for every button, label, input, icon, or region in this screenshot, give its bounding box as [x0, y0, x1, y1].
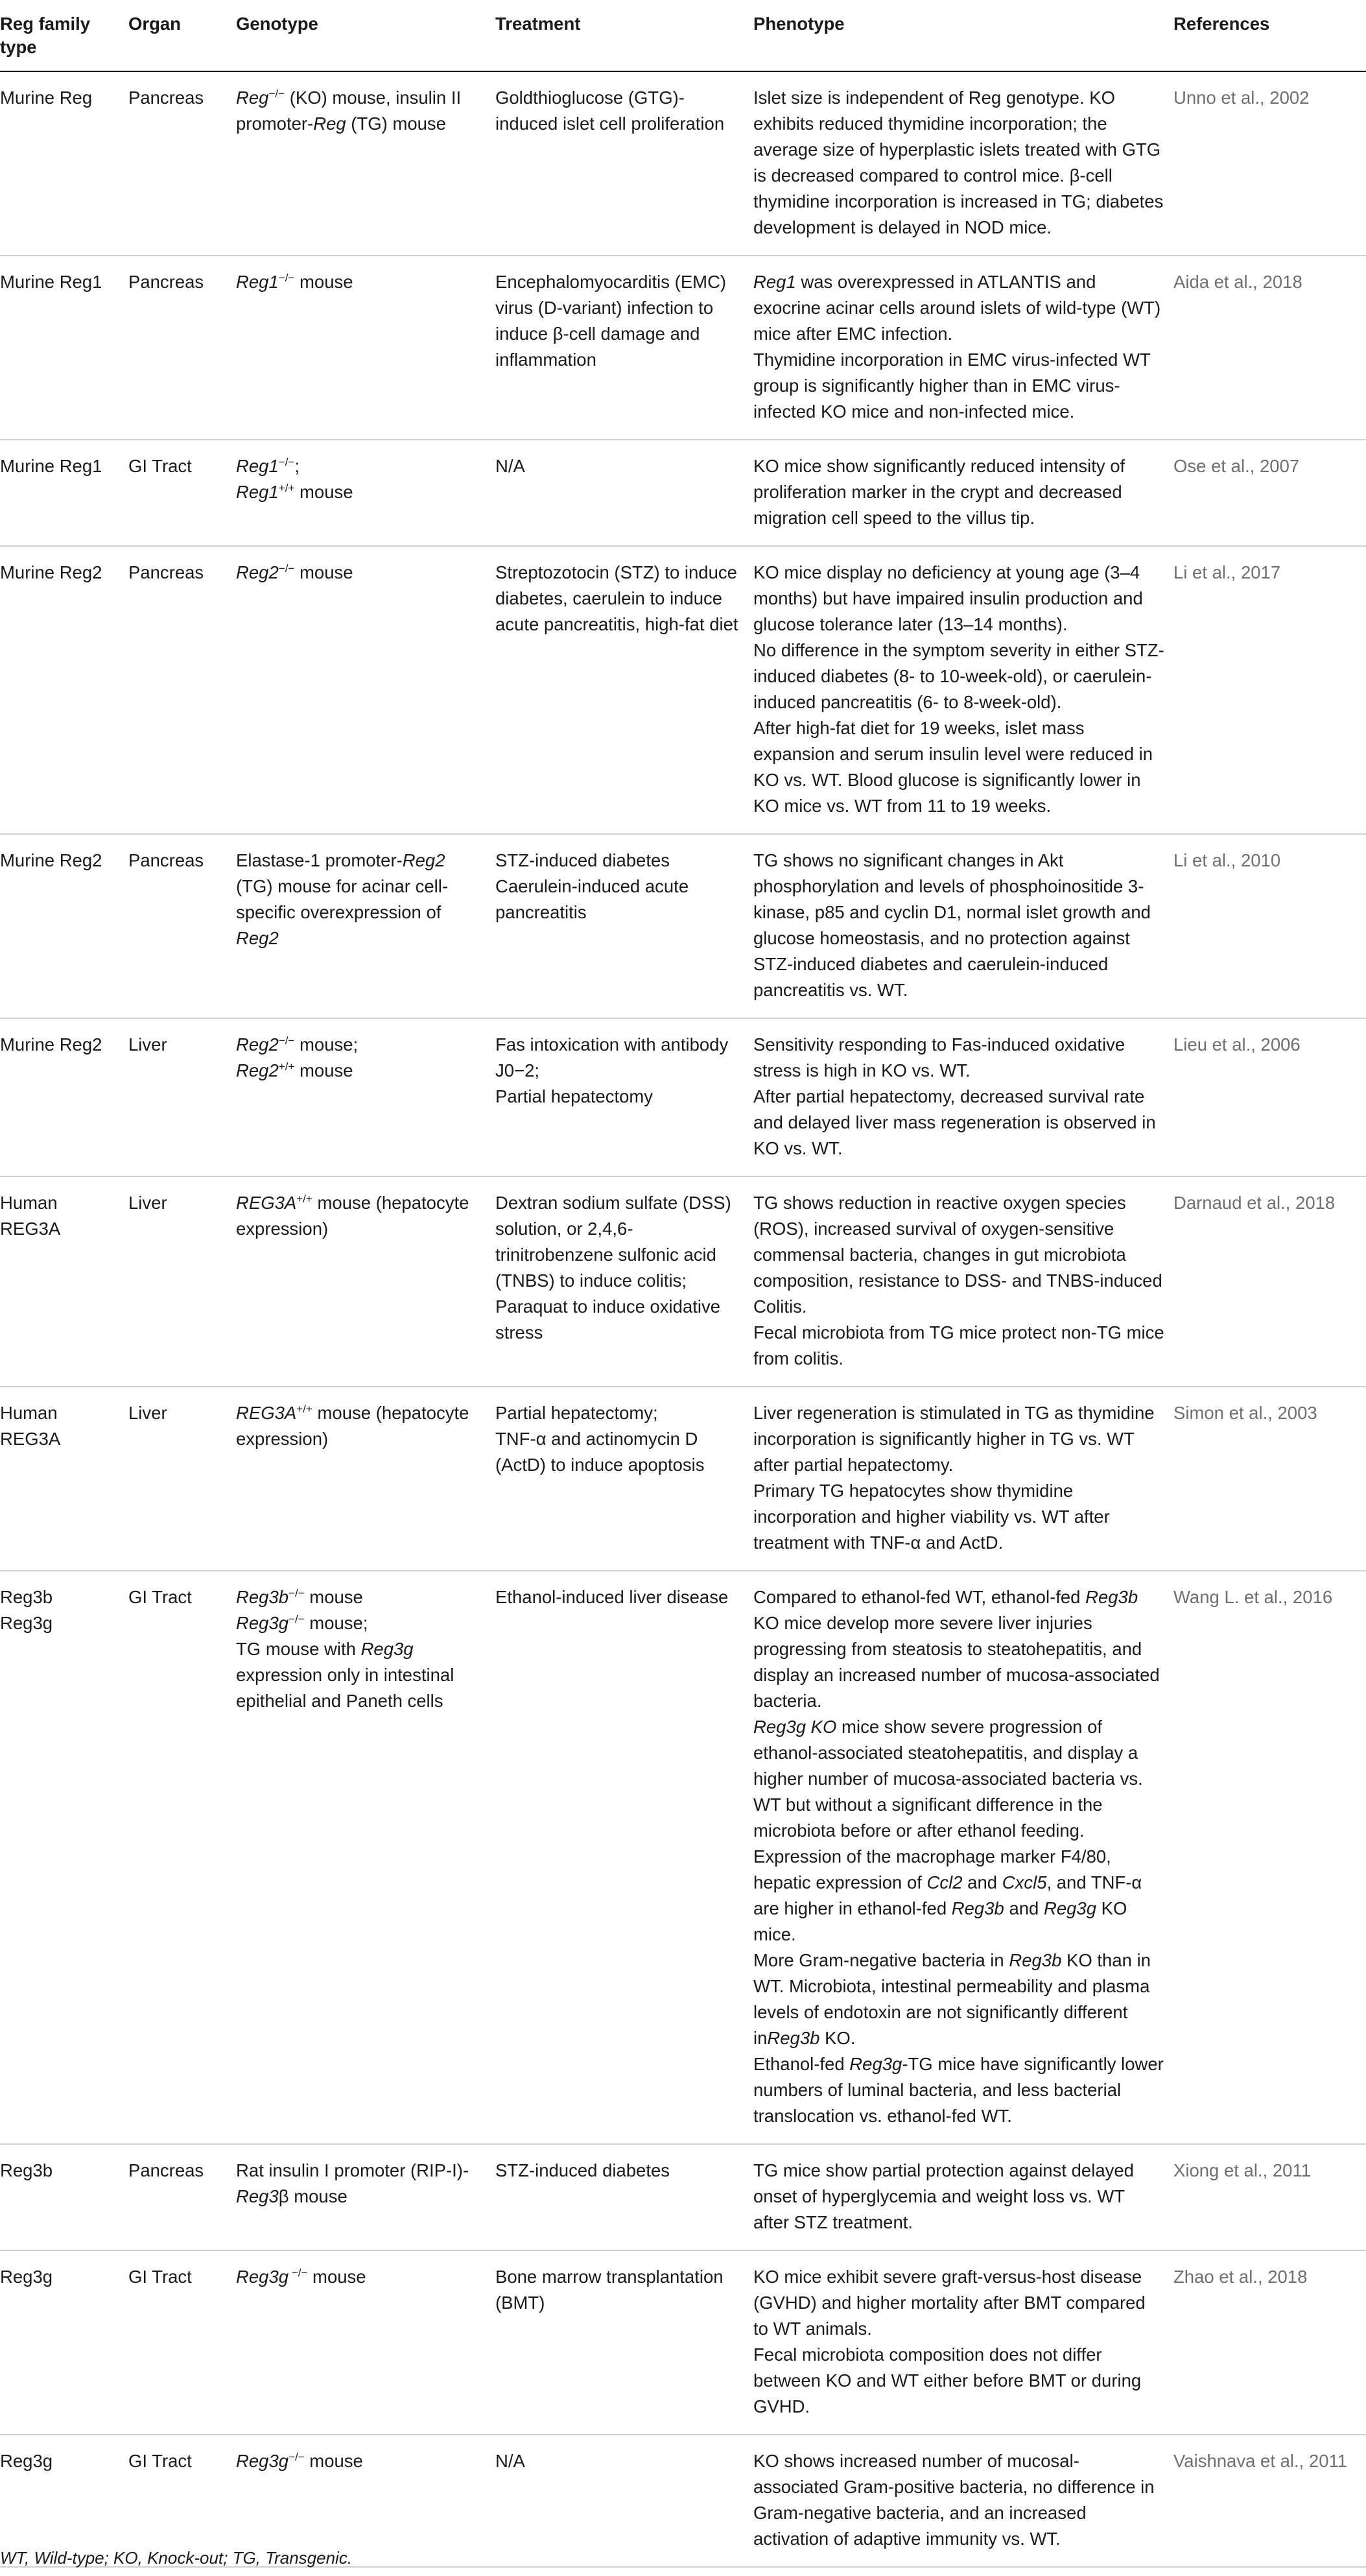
cell-organ: Pancreas [128, 256, 236, 440]
cell-phenotype [753, 546, 1173, 834]
superscript-text: −/− [289, 2450, 305, 2463]
text-run: Partial hepatectomy; [495, 1403, 658, 1423]
reg-type-label: Murine Reg2 [0, 1034, 102, 1055]
cell-reg-family-type [0, 2144, 128, 2250]
superscript-text: −/− [268, 87, 285, 100]
cell-phenotype [753, 256, 1173, 440]
cell-line [495, 2448, 744, 2474]
table-row [0, 546, 1366, 834]
text-run: Fas intoxication with antibody J0−2; [495, 1034, 729, 1080]
text-run: Islet size is independent of Reg genotype. KO exhibits reduced thymidine incorporation; the average size of hyperplastic islets treated with GTG is decreased compared to control mice. β-cell thymidine incorporation is increased in TG; diabetes development is delayed in NOD mice. [753, 88, 1164, 237]
text-run: was overexpressed in ATLANTIS and exocrine acinar cells around islets of wild-type (WT) mice after EMC infection. [753, 272, 1161, 344]
text-run: mice show severe progression of ethanol-associated steatohepatitis, and display a higher number of mucosa-associated bacteria vs. WT but without a significant difference in the microbiota before or after ethanol feeding. [753, 1717, 1143, 1841]
cell-reference: Aida et al., 2018 [1173, 256, 1366, 440]
cell-reg-family-type [0, 2435, 128, 2567]
cell-treatment [495, 546, 753, 834]
italic-text: Reg2 [236, 1060, 279, 1080]
text-run: (TG) mouse for acinar cell-specific overexpression of [236, 876, 449, 922]
cell-reference: Xiong et al., 2011 [1173, 2144, 1366, 2250]
text-run: Dextran sodium sulfate (DSS) solution, or 2,4,6-trinitrobenzene sulfonic acid (TNBS) to induce colitis; [495, 1193, 731, 1291]
cell-organ: Pancreas [128, 71, 236, 256]
cell-line [753, 2158, 1164, 2236]
cell-line [236, 479, 486, 505]
cell-reference: Vaishnava et al., 2011 [1173, 2435, 1366, 2567]
cell-reference: Unno et al., 2002 [1173, 71, 1366, 256]
superscript-text: +/+ [278, 1060, 295, 1073]
table-row [0, 1571, 1366, 2144]
cell-organ: Pancreas [128, 2144, 236, 2250]
italic-text: Reg3g KO [753, 1717, 837, 1737]
cell-line [495, 1190, 744, 1294]
cell-phenotype [753, 1387, 1173, 1571]
text-run: mouse [304, 1587, 363, 1607]
cell-phenotype [753, 440, 1173, 546]
cell-treatment [495, 1387, 753, 1571]
cell-line [753, 1190, 1164, 1320]
cell-phenotype [753, 1176, 1173, 1387]
italic-text: Reg3b [767, 2028, 820, 2048]
text-run: N/A [495, 2451, 525, 2471]
text-run: mouse; [304, 1613, 368, 1633]
italic-text: Reg2 [236, 1034, 279, 1055]
cell-reg-family-type [0, 1176, 128, 1387]
header-references: References [1173, 0, 1366, 71]
text-run: KO mice develop more severe liver injuries progressing from steatosis to steatohepatitis, and display an increased number of mucosa-associated bacteria. [753, 1613, 1160, 1711]
table-footnote: WT, Wild-type; KO, Knock-out; TG, Transgenic. [0, 2548, 353, 2568]
text-run: , and TNF-α are higher in ethanol-fed [753, 1872, 1142, 1918]
table-row [0, 256, 1366, 440]
text-run: Sensitivity responding to Fas-induced oxidative stress is high in KO vs. WT. [753, 1034, 1125, 1080]
reg-type-label: Murine Reg1 [0, 456, 102, 476]
table-row [0, 1387, 1366, 1571]
reg-type-label: Human REG3A [0, 1403, 61, 1449]
cell-treatment [495, 2144, 753, 2250]
cell-organ: Liver [128, 1018, 236, 1176]
cell-line [753, 638, 1164, 715]
cell-line [236, 848, 486, 951]
text-run: Fecal microbiota composition does not differ between KO and WT either before BMT or during GVHD. [753, 2344, 1142, 2416]
cell-reference: Wang L. et al., 2016 [1173, 1571, 1366, 2144]
header-genotype: Genotype [236, 0, 495, 71]
cell-treatment [495, 2435, 753, 2567]
superscript-text: −/− [289, 1586, 305, 1599]
text-run: Compared to ethanol-fed WT, ethanol-fed [753, 1587, 1086, 1607]
cell-line [753, 2448, 1164, 2552]
italic-text: Reg3g [849, 2054, 902, 2074]
header-reg-family-type: Reg family type [0, 0, 128, 71]
text-run: mouse (hepatocyte expression) [236, 1193, 469, 1239]
cell-line [236, 1636, 486, 1714]
cell-line [495, 1426, 744, 1478]
text-run: mouse; [294, 1034, 359, 1055]
text-run: TG shows reduction in reactive oxygen species (ROS), increased survival of oxygen-sensitive commensal bacteria, changes in gut microbiota composition, resistance to DSS- and TNBS-induced Colitis. [753, 1193, 1162, 1317]
cell-line [753, 269, 1164, 347]
table-row [0, 834, 1366, 1018]
text-run: mouse [294, 562, 353, 582]
cell-organ: Liver [128, 1387, 236, 1571]
italic-text: Reg3b [1009, 1950, 1062, 1970]
italic-text: REG3A [236, 1403, 297, 1423]
cell-line [753, 1478, 1164, 1556]
text-run: Rat insulin I promoter (RIP-I)- [236, 2160, 469, 2180]
cell-line [236, 1190, 486, 1242]
table-row [0, 1176, 1366, 1387]
cell-line [236, 1584, 486, 1610]
cell-reg-family-type [0, 834, 128, 1018]
header-organ: Organ [128, 0, 236, 71]
table-row [0, 2435, 1366, 2567]
reg-type-label: Reg3g [0, 1613, 53, 1633]
cell-genotype [236, 834, 495, 1018]
text-run: and [1004, 1898, 1044, 1918]
superscript-text: +/+ [296, 1402, 312, 1415]
cell-reg-family-type [0, 1387, 128, 1571]
italic-text: Reg3g [1043, 1898, 1097, 1918]
text-run: More Gram-negative bacteria in [753, 1950, 1009, 1970]
italic-text: Reg [313, 113, 346, 134]
cell-treatment [495, 1176, 753, 1387]
text-run: Goldthioglucose (GTG)-induced islet cell proliferation [495, 88, 725, 134]
cell-line [236, 560, 486, 586]
text-run: N/A [495, 456, 525, 476]
cell-organ: Pancreas [128, 834, 236, 1018]
cell-reference: Zhao et al., 2018 [1173, 2250, 1366, 2435]
cell-line [495, 874, 744, 925]
text-run: ; [294, 456, 300, 476]
italic-text: Reg2 [236, 562, 279, 582]
text-run: mouse [294, 272, 353, 292]
text-run: STZ-induced diabetes [495, 2160, 670, 2180]
superscript-text: −/− [289, 2266, 308, 2279]
cell-reg-family-type [0, 1571, 128, 2144]
text-run: TG mice show partial protection against delayed onset of hyperglycemia and weight loss vs. WT after STZ treatment. [753, 2160, 1134, 2232]
text-run: (KO) mouse, insulin II promoter- [236, 88, 462, 134]
text-run: TNF-α and actinomycin D (ActD) to induce apoptosis [495, 1429, 705, 1475]
text-run: KO than in WT. Microbiota, intestinal permeability and plasma levels of endotoxin are not significantly different in [753, 1950, 1151, 2048]
text-run: Liver regeneration is stimulated in TG as thymidine incorporation is significantly higher in TG vs. WT after partial hepatectomy. [753, 1403, 1155, 1475]
cell-line [753, 2264, 1164, 2342]
reg-type-label: Reg3b [0, 1587, 53, 1607]
superscript-text: +/+ [278, 481, 295, 494]
cell-line [236, 2158, 486, 2210]
text-run: STZ-induced diabetes [495, 850, 670, 870]
cell-organ: GI Tract [128, 1571, 236, 2144]
cell-phenotype [753, 1018, 1173, 1176]
table-body [0, 71, 1366, 2567]
italic-text: Reg3b [951, 1898, 1004, 1918]
superscript-text: +/+ [296, 1192, 312, 1205]
text-run: Expression of the macrophage marker F4/80, hepatic expression of [753, 1846, 1111, 1892]
cell-line [236, 1058, 486, 1084]
italic-text: Reg3g [360, 1639, 414, 1659]
cell-reference: Ose et al., 2007 [1173, 440, 1366, 546]
cell-genotype [236, 2250, 495, 2435]
cell-line [495, 1400, 744, 1426]
italic-text: Reg3 [236, 2186, 279, 2206]
cell-reg-family-type [0, 440, 128, 546]
cell-line [236, 1610, 486, 1636]
cell-line [753, 715, 1164, 819]
cell-line [753, 85, 1164, 241]
table-row [0, 2144, 1366, 2250]
superscript-text: −/− [278, 562, 295, 575]
text-run: After partial hepatectomy, decreased survival rate and delayed liver mass regeneration is observed in KO vs. WT. [753, 1086, 1156, 1158]
text-run: and [962, 1872, 1002, 1892]
cell-reference: Li et al., 2017 [1173, 546, 1366, 834]
text-run: mouse [307, 2267, 366, 2287]
text-run: -TG mice have significantly lower numbers of luminal bacteria, and less bacterial translocation vs. ethanol-fed WT. [753, 2054, 1164, 2126]
cell-line [236, 1400, 486, 1452]
text-run: KO. [819, 2028, 856, 2048]
cell-treatment [495, 1571, 753, 2144]
cell-reg-family-type [0, 546, 128, 834]
cell-line [495, 1084, 744, 1110]
italic-text: Reg1 [236, 482, 279, 502]
cell-treatment [495, 71, 753, 256]
cell-genotype [236, 71, 495, 256]
table-row [0, 71, 1366, 256]
cell-line [753, 1584, 1164, 1714]
italic-text: REG3A [236, 1193, 297, 1213]
italic-text: Reg3g [236, 1613, 289, 1633]
header-phenotype: Phenotype [753, 0, 1173, 71]
cell-line [753, 1320, 1164, 1372]
text-run: After high-fat diet for 19 weeks, islet mass expansion and serum insulin level were reduced in KO vs. WT. Blood glucose is significantly lower in KO mice vs. WT from 11 to 19 weeks. [753, 718, 1153, 816]
cell-genotype [236, 2435, 495, 2567]
cell-line [495, 2264, 744, 2316]
reg-type-label: Murine Reg2 [0, 850, 102, 870]
text-run: KO mice. [753, 1898, 1127, 1944]
reg-type-label: Reg3b [0, 2160, 53, 2180]
table-row [0, 440, 1366, 546]
cell-reg-family-type [0, 71, 128, 256]
italic-text: Reg3g [236, 2451, 289, 2471]
superscript-text: −/− [278, 1034, 295, 1047]
italic-text: Reg3b [1085, 1587, 1138, 1607]
text-run: No difference in the symptom severity in either STZ-induced diabetes (8- to 10-week-old), or caerulein-induced pancreatitis (6- to 8-week-old). [753, 640, 1164, 712]
text-run: Primary TG hepatocytes show thymidine incorporation and higher viability vs. WT after treatment with TNF-α and ActD. [753, 1481, 1110, 1553]
text-run: TG mouse with [236, 1639, 361, 1659]
cell-phenotype [753, 2435, 1173, 2567]
cell-organ: Liver [128, 1176, 236, 1387]
reg-type-label: Human REG3A [0, 1193, 61, 1239]
text-run: Streptozotocin (STZ) to induce diabetes, caerulein to induce acute pancreatitis, high-fat diet [495, 562, 738, 634]
text-run: KO mice show significantly reduced intensity of proliferation marker in the crypt and decreased migration cell speed to the villus tip. [753, 456, 1125, 528]
text-run: mouse (hepatocyte expression) [236, 1403, 469, 1449]
text-run: Fecal microbiota from TG mice protect non-TG mice from colitis. [753, 1322, 1164, 1368]
cell-line [236, 2448, 486, 2474]
italic-text: Cxcl5 [1002, 1872, 1047, 1892]
cell-reference: Simon et al., 2003 [1173, 1387, 1366, 1571]
cell-reg-family-type [0, 1018, 128, 1176]
cell-line [236, 85, 486, 137]
cell-line [753, 560, 1164, 638]
text-run: KO shows increased number of mucosal-associated Gram-positive bacteria, no difference in Gram-negative bacteria, and an increased activation of adaptive immunity vs. WT. [753, 2451, 1155, 2549]
cell-line [495, 2158, 744, 2184]
table-header-row [0, 0, 1366, 71]
cell-line [495, 269, 744, 373]
italic-text: Reg1 [753, 272, 796, 292]
cell-phenotype [753, 1571, 1173, 2144]
cell-line [753, 1844, 1164, 1948]
cell-genotype [236, 2144, 495, 2250]
cell-organ: GI Tract [128, 2250, 236, 2435]
cell-line [495, 1584, 744, 1610]
italic-text: Reg1 [236, 272, 279, 292]
cell-reference: Lieu et al., 2006 [1173, 1018, 1366, 1176]
text-run: KO mice display no deficiency at young age (3–4 months) but have impaired insulin production and glucose tolerance later (13–14 months). [753, 562, 1143, 634]
italic-text: Ccl2 [926, 1872, 963, 1892]
cell-line [753, 2342, 1164, 2420]
text-run: mouse [294, 1060, 353, 1080]
cell-genotype [236, 256, 495, 440]
cell-treatment [495, 834, 753, 1018]
superscript-text: −/− [278, 271, 295, 284]
text-run: Elastase-1 promoter- [236, 850, 403, 870]
cell-treatment [495, 1018, 753, 1176]
text-run: Bone marrow transplantation (BMT) [495, 2267, 724, 2313]
text-run: Ethanol-fed [753, 2054, 850, 2074]
cell-organ: GI Tract [128, 440, 236, 546]
cell-line [495, 560, 744, 638]
header-treatment: Treatment [495, 0, 753, 71]
italic-text: Reg2 [402, 850, 445, 870]
text-run: Ethanol-induced liver disease [495, 1587, 729, 1607]
text-run: (TG) mouse [346, 113, 446, 134]
cell-treatment [495, 256, 753, 440]
reg-type-label: Murine Reg1 [0, 272, 102, 292]
cell-line [753, 2051, 1164, 2129]
cell-line [753, 848, 1164, 1003]
superscript-text: −/− [278, 455, 295, 468]
cell-phenotype [753, 71, 1173, 256]
text-run: mouse [294, 482, 353, 502]
italic-text: Reg3b [236, 1587, 289, 1607]
cell-genotype [236, 1387, 495, 1571]
text-run: mouse [304, 2451, 363, 2471]
italic-text: Reg1 [236, 456, 279, 476]
cell-line [753, 1032, 1164, 1084]
cell-reg-family-type [0, 256, 128, 440]
cell-line [495, 453, 744, 479]
cell-treatment [495, 440, 753, 546]
cell-reg-family-type [0, 2250, 128, 2435]
cell-line [236, 269, 486, 295]
cell-line [753, 1400, 1164, 1478]
cell-genotype [236, 440, 495, 546]
italic-text: Reg3g [236, 2267, 289, 2287]
cell-line [236, 453, 486, 479]
cell-reference: Li et al., 2010 [1173, 834, 1366, 1018]
text-run: Caerulein-induced acute pancreatitis [495, 876, 689, 922]
cell-genotype [236, 1018, 495, 1176]
cell-line [753, 453, 1164, 531]
cell-genotype [236, 546, 495, 834]
cell-line [753, 1084, 1164, 1162]
reg-type-label: Murine Reg2 [0, 562, 102, 582]
cell-line [236, 1032, 486, 1058]
cell-organ: GI Tract [128, 2435, 236, 2567]
reg-type-label: Reg3g [0, 2451, 53, 2471]
superscript-text: −/− [289, 1612, 305, 1625]
cell-genotype [236, 1176, 495, 1387]
cell-phenotype [753, 2250, 1173, 2435]
cell-reference: Darnaud et al., 2018 [1173, 1176, 1366, 1387]
text-run: TG shows no significant changes in Akt phosphorylation and levels of phosphoinositide 3-kinase, p85 and cyclin D1, normal islet growth and glucose homeostasis, and no protection against STZ-induced diabetes and caerulein-induced pancreatitis vs. WT. [753, 850, 1151, 1000]
cell-line [753, 1714, 1164, 1844]
text-run: Paraquat to induce oxidative stress [495, 1296, 721, 1342]
italic-text: Reg2 [236, 928, 279, 948]
cell-genotype [236, 1571, 495, 2144]
cell-line [753, 1948, 1164, 2051]
cell-line [495, 1294, 744, 1346]
cell-organ: Pancreas [128, 546, 236, 834]
text-run: Encephalomyocarditis (EMC) virus (D-variant) infection to induce β-cell damage and inflammation [495, 272, 727, 370]
reg-type-label: Murine Reg [0, 88, 93, 108]
italic-text: Reg [236, 88, 269, 108]
table-row [0, 2250, 1366, 2435]
cell-phenotype [753, 834, 1173, 1018]
cell-line [495, 848, 744, 874]
cell-line [495, 85, 744, 137]
cell-line [753, 347, 1164, 425]
text-run: KO mice exhibit severe graft-versus-host disease (GVHD) and higher mortality after BMT compared to WT animals. [753, 2267, 1146, 2339]
text-run: expression only in intestinal epithelial and Paneth cells [236, 1665, 454, 1711]
table-row [0, 1018, 1366, 1176]
cell-line [495, 1032, 744, 1084]
cell-line [236, 2264, 486, 2290]
text-run: β mouse [278, 2186, 347, 2206]
text-run: Thymidine incorporation in EMC virus-infected WT group is significantly higher than in EMC virus-infected KO mice and non-infected mice. [753, 350, 1151, 422]
text-run: Partial hepatectomy [495, 1086, 654, 1106]
cell-phenotype [753, 2144, 1173, 2250]
reg-type-label: Reg3g [0, 2267, 53, 2287]
cell-treatment [495, 2250, 753, 2435]
